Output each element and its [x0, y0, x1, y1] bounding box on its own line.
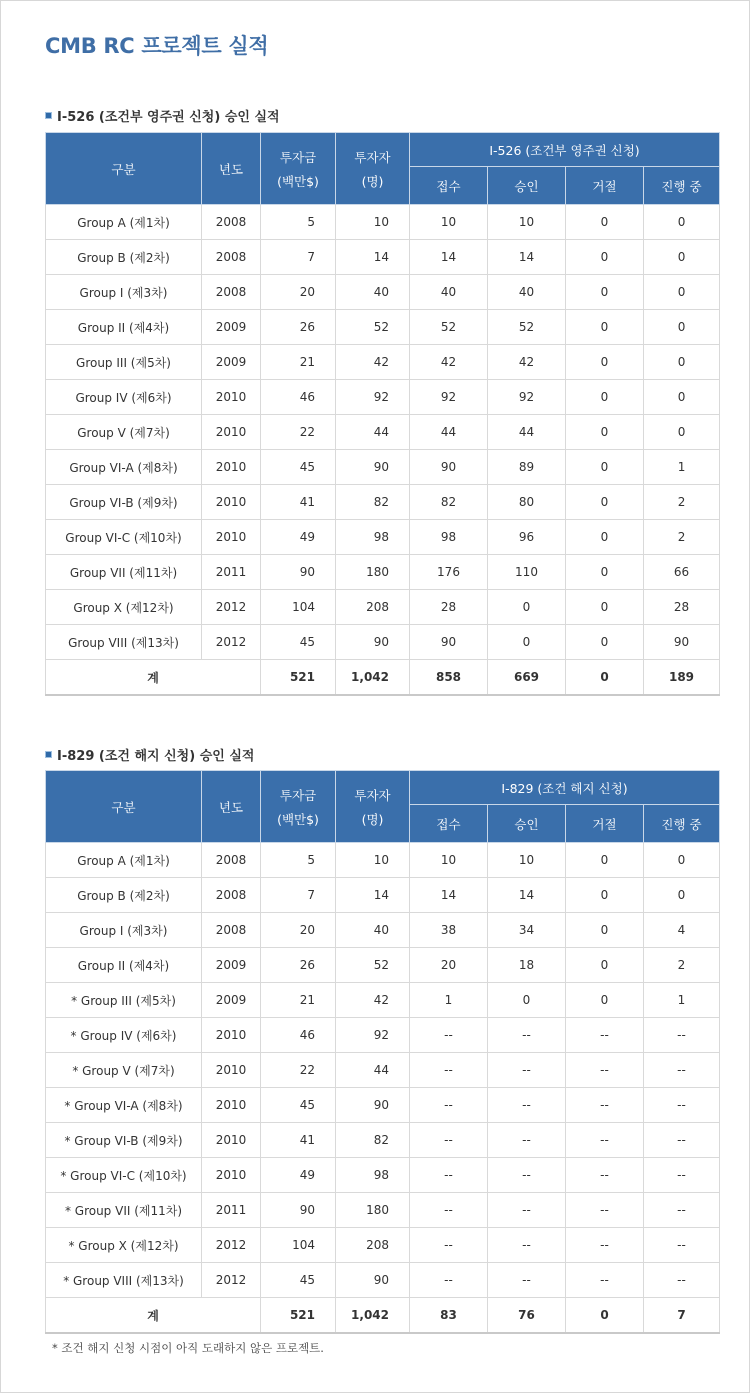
row-denied: 0 — [566, 310, 644, 345]
row-investment: 45 — [261, 1088, 336, 1123]
total-pending: 189 — [644, 660, 720, 696]
row-received: 20 — [410, 948, 488, 983]
table-row — [46, 913, 720, 948]
row-denied: -- — [566, 1228, 644, 1263]
row-approved: 96 — [488, 520, 566, 555]
table-row — [46, 1158, 720, 1193]
row-pending: -- — [644, 1228, 720, 1263]
row-investment: 22 — [261, 415, 336, 450]
row-pending: 0 — [644, 415, 720, 450]
row-pending: 0 — [644, 878, 720, 913]
table-row — [46, 625, 720, 660]
table-row — [46, 878, 720, 913]
row-pending: -- — [644, 1123, 720, 1158]
row-investors: 10 — [336, 843, 410, 878]
total-received: 858 — [410, 660, 488, 696]
row-name: Group III (제5차) — [46, 345, 202, 380]
section1-title-text: I-526 (조건부 영주권 신청) 승인 실적 — [57, 110, 280, 125]
row-name: Group IV (제6차) — [46, 380, 202, 415]
row-approved: -- — [488, 1123, 566, 1158]
header-investors-unit: (명) — [361, 173, 384, 189]
row-name: Group II (제4차) — [46, 310, 202, 345]
row-approved: 10 — [488, 843, 566, 878]
row-year: 2009 — [202, 983, 261, 1018]
row-pending: 2 — [644, 520, 720, 555]
total-denied: 0 — [566, 660, 644, 696]
row-name: Group I (제3차) — [46, 275, 202, 310]
row-investment: 41 — [261, 1123, 336, 1158]
row-investors: 42 — [336, 345, 410, 380]
row-name: * Group IV (제6차) — [46, 1018, 202, 1053]
row-approved: -- — [488, 1228, 566, 1263]
total-label: 계 — [46, 1298, 261, 1334]
row-denied: -- — [566, 1123, 644, 1158]
row-received: 14 — [410, 240, 488, 275]
row-investors: 14 — [336, 878, 410, 913]
table-row — [46, 1018, 720, 1053]
table-row — [46, 415, 720, 450]
row-denied: 0 — [566, 948, 644, 983]
row-approved: 89 — [488, 450, 566, 485]
row-investment: 90 — [261, 555, 336, 590]
row-investment: 49 — [261, 520, 336, 555]
total-row — [46, 660, 720, 696]
table-row — [46, 345, 720, 380]
row-investors: 42 — [336, 983, 410, 1018]
row-received: 14 — [410, 878, 488, 913]
row-year: 2010 — [202, 520, 261, 555]
row-pending: 90 — [644, 625, 720, 660]
table-row — [46, 948, 720, 983]
row-year: 2010 — [202, 1158, 261, 1193]
row-year: 2008 — [202, 275, 261, 310]
row-denied: 0 — [566, 983, 644, 1018]
row-received: 82 — [410, 485, 488, 520]
section2-title-text: I-829 (조건 해지 신청) 승인 실적 — [57, 749, 255, 764]
table-row — [46, 1263, 720, 1298]
row-investors: 40 — [336, 913, 410, 948]
row-investment: 7 — [261, 240, 336, 275]
row-investors: 92 — [336, 1018, 410, 1053]
row-pending: 0 — [644, 380, 720, 415]
row-denied: 0 — [566, 485, 644, 520]
row-name: Group A (제1차) — [46, 205, 202, 240]
table-row — [46, 843, 720, 878]
header-denied: 거절 — [566, 167, 644, 205]
row-name: * Group III (제5차) — [46, 983, 202, 1018]
header-pending: 진행 중 — [644, 805, 720, 843]
row-name: Group VII (제11차) — [46, 555, 202, 590]
row-name: Group V (제7차) — [46, 415, 202, 450]
row-pending: 0 — [644, 275, 720, 310]
row-received: -- — [410, 1193, 488, 1228]
row-denied: -- — [566, 1018, 644, 1053]
row-denied: -- — [566, 1263, 644, 1298]
row-investment: 46 — [261, 1018, 336, 1053]
row-pending: 2 — [644, 948, 720, 983]
row-year: 2010 — [202, 380, 261, 415]
row-investors: 44 — [336, 415, 410, 450]
header-approved: 승인 — [488, 805, 566, 843]
row-pending: 0 — [644, 240, 720, 275]
row-name: * Group VIII (제13차) — [46, 1263, 202, 1298]
row-approved: 18 — [488, 948, 566, 983]
row-year: 2010 — [202, 1053, 261, 1088]
row-year: 2010 — [202, 1018, 261, 1053]
row-investors: 180 — [336, 555, 410, 590]
row-investment: 7 — [261, 878, 336, 913]
row-name: * Group X (제12차) — [46, 1228, 202, 1263]
table-row — [46, 1123, 720, 1158]
row-denied: -- — [566, 1053, 644, 1088]
row-denied: -- — [566, 1088, 644, 1123]
row-denied: 0 — [566, 913, 644, 948]
row-investors: 208 — [336, 590, 410, 625]
row-investment: 41 — [261, 485, 336, 520]
row-investors: 90 — [336, 450, 410, 485]
section2-title — [45, 745, 254, 764]
row-investors: 208 — [336, 1228, 410, 1263]
row-investment: 104 — [261, 590, 336, 625]
header-investment-unit: (백만$) — [277, 811, 319, 827]
row-received: 98 — [410, 520, 488, 555]
total-investors: 1,042 — [336, 660, 410, 696]
header-investors — [336, 133, 410, 205]
header-year: 년도 — [202, 133, 261, 205]
row-investment: 45 — [261, 625, 336, 660]
row-received: 28 — [410, 590, 488, 625]
row-investors: 82 — [336, 485, 410, 520]
row-name: Group I (제3차) — [46, 913, 202, 948]
row-approved: 10 — [488, 205, 566, 240]
row-pending: -- — [644, 1158, 720, 1193]
row-year: 2008 — [202, 843, 261, 878]
row-received: -- — [410, 1263, 488, 1298]
table-row — [46, 310, 720, 345]
header-group: I-526 (조건부 영주권 신청) — [410, 133, 720, 167]
row-approved: 14 — [488, 878, 566, 913]
row-approved: 0 — [488, 983, 566, 1018]
row-investment: 22 — [261, 1053, 336, 1088]
total-investors: 1,042 — [336, 1298, 410, 1334]
row-pending: 66 — [644, 555, 720, 590]
row-approved: 42 — [488, 345, 566, 380]
header-investors-label: 투자자 — [354, 787, 391, 803]
row-approved: 80 — [488, 485, 566, 520]
row-name: * Group VII (제11차) — [46, 1193, 202, 1228]
row-approved: 110 — [488, 555, 566, 590]
row-pending: -- — [644, 1193, 720, 1228]
row-investment: 104 — [261, 1228, 336, 1263]
table-row — [46, 275, 720, 310]
row-investors: 14 — [336, 240, 410, 275]
row-denied: -- — [566, 1193, 644, 1228]
row-denied: 0 — [566, 843, 644, 878]
section1-title — [45, 106, 280, 125]
row-approved: -- — [488, 1158, 566, 1193]
row-received: 10 — [410, 843, 488, 878]
row-name: Group VI-B (제9차) — [46, 485, 202, 520]
header-pending: 진행 중 — [644, 167, 720, 205]
row-year: 2012 — [202, 625, 261, 660]
row-received: -- — [410, 1228, 488, 1263]
row-name: Group II (제4차) — [46, 948, 202, 983]
row-received: 52 — [410, 310, 488, 345]
row-investment: 49 — [261, 1158, 336, 1193]
row-investment: 26 — [261, 948, 336, 983]
row-denied: -- — [566, 1158, 644, 1193]
header-investment — [261, 771, 336, 843]
row-pending: -- — [644, 1018, 720, 1053]
row-denied: 0 — [566, 520, 644, 555]
row-approved: -- — [488, 1018, 566, 1053]
row-received: 42 — [410, 345, 488, 380]
row-investment: 46 — [261, 380, 336, 415]
row-denied: 0 — [566, 590, 644, 625]
row-denied: 0 — [566, 380, 644, 415]
table-row — [46, 1088, 720, 1123]
row-name: Group B (제2차) — [46, 240, 202, 275]
row-name: Group B (제2차) — [46, 878, 202, 913]
row-received: -- — [410, 1158, 488, 1193]
row-investors: 82 — [336, 1123, 410, 1158]
row-name: Group VI-A (제8차) — [46, 450, 202, 485]
row-investment: 26 — [261, 310, 336, 345]
row-received: 44 — [410, 415, 488, 450]
row-received: 10 — [410, 205, 488, 240]
table-row — [46, 240, 720, 275]
row-investors: 90 — [336, 625, 410, 660]
table-row — [46, 1053, 720, 1088]
total-approved: 669 — [488, 660, 566, 696]
row-year: 2011 — [202, 555, 261, 590]
row-approved: 44 — [488, 415, 566, 450]
table-row — [46, 983, 720, 1018]
row-year: 2009 — [202, 310, 261, 345]
row-denied: 0 — [566, 878, 644, 913]
header-investment-label: 투자금 — [279, 149, 317, 165]
row-investment: 90 — [261, 1193, 336, 1228]
row-approved: -- — [488, 1263, 566, 1298]
row-pending: 2 — [644, 485, 720, 520]
row-year: 2010 — [202, 450, 261, 485]
i526-table — [45, 132, 720, 696]
row-year: 2010 — [202, 485, 261, 520]
row-investment: 5 — [261, 205, 336, 240]
row-denied: 0 — [566, 415, 644, 450]
row-investment: 21 — [261, 345, 336, 380]
row-pending: -- — [644, 1088, 720, 1123]
row-received: -- — [410, 1123, 488, 1158]
row-denied: 0 — [566, 240, 644, 275]
table-row — [46, 1228, 720, 1263]
row-denied: 0 — [566, 450, 644, 485]
header-investors-label: 투자자 — [354, 149, 391, 165]
row-pending: -- — [644, 1053, 720, 1088]
table-row — [46, 485, 720, 520]
header-group: I-829 (조건 해지 신청) — [410, 771, 720, 805]
row-approved: 0 — [488, 590, 566, 625]
row-received: 1 — [410, 983, 488, 1018]
row-name: Group X (제12차) — [46, 590, 202, 625]
row-approved: -- — [488, 1088, 566, 1123]
row-year: 2008 — [202, 205, 261, 240]
row-name: Group A (제1차) — [46, 843, 202, 878]
table-row — [46, 590, 720, 625]
row-year: 2011 — [202, 1193, 261, 1228]
row-pending: 1 — [644, 983, 720, 1018]
row-pending: 1 — [644, 450, 720, 485]
row-year: 2008 — [202, 878, 261, 913]
row-investors: 52 — [336, 948, 410, 983]
header-category: 구분 — [46, 133, 202, 205]
row-investors: 90 — [336, 1088, 410, 1123]
total-label: 계 — [46, 660, 261, 696]
row-investors: 52 — [336, 310, 410, 345]
row-received: 38 — [410, 913, 488, 948]
table-row — [46, 450, 720, 485]
row-year: 2010 — [202, 1123, 261, 1158]
row-denied: 0 — [566, 555, 644, 590]
row-name: Group VIII (제13차) — [46, 625, 202, 660]
row-denied: 0 — [566, 205, 644, 240]
bullet-icon — [45, 751, 52, 758]
row-received: -- — [410, 1018, 488, 1053]
header-investment-label: 투자금 — [279, 787, 317, 803]
row-approved: 92 — [488, 380, 566, 415]
row-investment: 20 — [261, 275, 336, 310]
row-pending: 0 — [644, 310, 720, 345]
header-investors-unit: (명) — [361, 811, 384, 827]
row-pending: 4 — [644, 913, 720, 948]
row-year: 2009 — [202, 345, 261, 380]
row-received: 40 — [410, 275, 488, 310]
row-pending: -- — [644, 1263, 720, 1298]
table-row — [46, 520, 720, 555]
table-row — [46, 380, 720, 415]
row-year: 2010 — [202, 1088, 261, 1123]
row-approved: -- — [488, 1053, 566, 1088]
row-denied: 0 — [566, 625, 644, 660]
row-year: 2009 — [202, 948, 261, 983]
header-investment — [261, 133, 336, 205]
total-investment: 521 — [261, 1298, 336, 1334]
row-name: Group VI-C (제10차) — [46, 520, 202, 555]
total-investment: 521 — [261, 660, 336, 696]
row-received: 90 — [410, 450, 488, 485]
row-received: 90 — [410, 625, 488, 660]
row-investors: 98 — [336, 1158, 410, 1193]
row-approved: 40 — [488, 275, 566, 310]
header-received: 접수 — [410, 805, 488, 843]
row-investors: 90 — [336, 1263, 410, 1298]
row-investors: 10 — [336, 205, 410, 240]
row-received: -- — [410, 1088, 488, 1123]
row-name: * Group V (제7차) — [46, 1053, 202, 1088]
row-approved: 34 — [488, 913, 566, 948]
total-denied: 0 — [566, 1298, 644, 1334]
row-investors: 98 — [336, 520, 410, 555]
row-received: 176 — [410, 555, 488, 590]
bullet-icon — [45, 112, 52, 119]
row-pending: 0 — [644, 345, 720, 380]
header-investors — [336, 771, 410, 843]
row-approved: 14 — [488, 240, 566, 275]
row-received: 92 — [410, 380, 488, 415]
row-approved: 52 — [488, 310, 566, 345]
total-pending: 7 — [644, 1298, 720, 1334]
row-investors: 44 — [336, 1053, 410, 1088]
row-investment: 21 — [261, 983, 336, 1018]
row-year: 2008 — [202, 913, 261, 948]
total-received: 83 — [410, 1298, 488, 1334]
table-row — [46, 205, 720, 240]
row-year: 2008 — [202, 240, 261, 275]
total-row — [46, 1298, 720, 1334]
row-year: 2012 — [202, 590, 261, 625]
row-investors: 180 — [336, 1193, 410, 1228]
table-row — [46, 555, 720, 590]
row-year: 2012 — [202, 1263, 261, 1298]
row-denied: 0 — [566, 345, 644, 380]
row-investment: 45 — [261, 1263, 336, 1298]
row-name: * Group VI-C (제10차) — [46, 1158, 202, 1193]
header-year: 년도 — [202, 771, 261, 843]
total-approved: 76 — [488, 1298, 566, 1334]
footnote: * 조건 해지 신청 시점이 아직 도래하지 않은 프로젝트. — [52, 1341, 324, 1355]
row-received: -- — [410, 1053, 488, 1088]
row-pending: 28 — [644, 590, 720, 625]
page-title: CMB RC 프로젝트 실적 — [45, 34, 269, 58]
row-name: * Group VI-A (제8차) — [46, 1088, 202, 1123]
row-investors: 40 — [336, 275, 410, 310]
row-pending: 0 — [644, 843, 720, 878]
row-investment: 20 — [261, 913, 336, 948]
header-investment-unit: (백만$) — [277, 173, 319, 189]
row-approved: -- — [488, 1193, 566, 1228]
header-approved: 승인 — [488, 167, 566, 205]
row-year: 2012 — [202, 1228, 261, 1263]
row-investment: 45 — [261, 450, 336, 485]
row-year: 2010 — [202, 415, 261, 450]
row-investment: 5 — [261, 843, 336, 878]
table-row — [46, 1193, 720, 1228]
header-denied: 거절 — [566, 805, 644, 843]
row-pending: 0 — [644, 205, 720, 240]
i829-table — [45, 770, 720, 1334]
header-received: 접수 — [410, 167, 488, 205]
row-name: * Group VI-B (제9차) — [46, 1123, 202, 1158]
row-denied: 0 — [566, 275, 644, 310]
row-approved: 0 — [488, 625, 566, 660]
header-category: 구분 — [46, 771, 202, 843]
row-investors: 92 — [336, 380, 410, 415]
